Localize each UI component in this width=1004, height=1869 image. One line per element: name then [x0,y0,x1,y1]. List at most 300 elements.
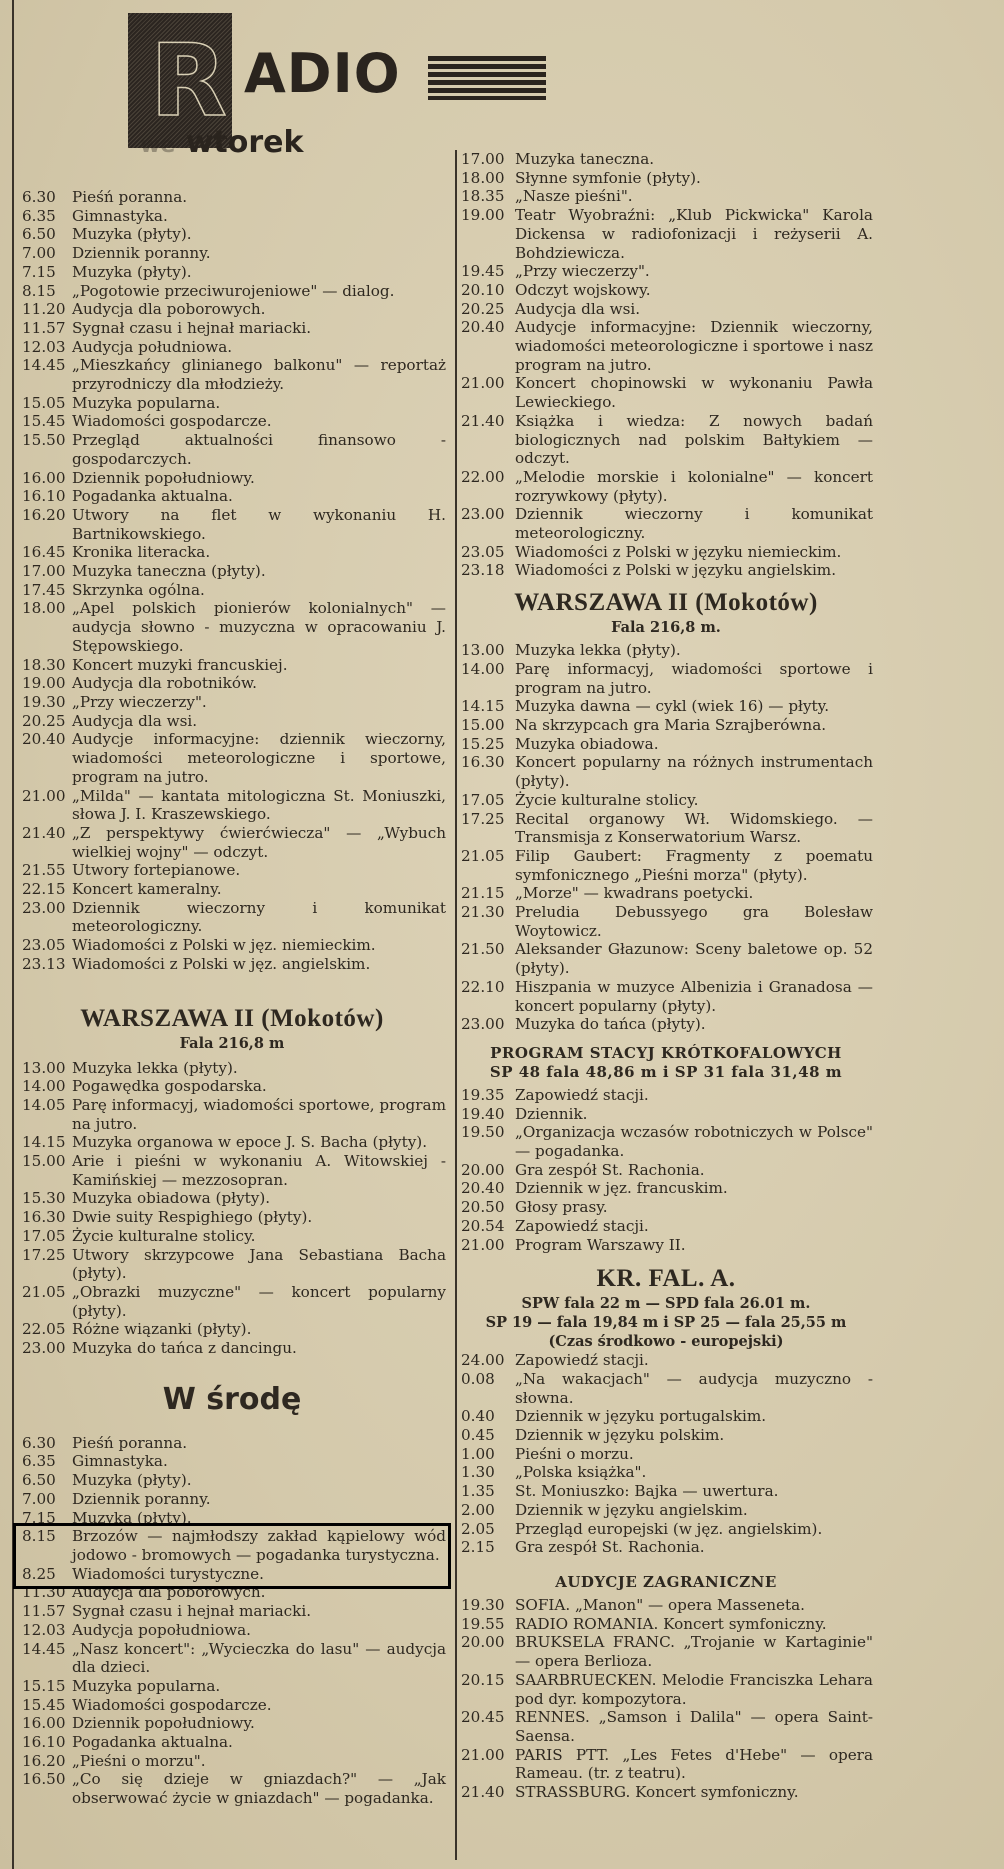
program-entry [459,660,873,697]
program-title: Pieśń poranna. [72,188,188,206]
program-entry [18,581,446,600]
foreign-program [459,1596,873,1802]
program-title: Przegląd europejski (w jęz. angielskim). [515,1519,823,1538]
program-title: Teatr Wyobraźni: „Klub Pickwicka" Karola Dickensa w radiofonizacji i reżyserii A. Bohdziewicza. [515,206,873,262]
masthead-title: ADIO [244,42,401,105]
program-time: 23.00 [461,505,505,524]
program-title: Gimnastyka. [72,1452,168,1471]
program-time: 14.45 [22,1639,66,1658]
program-time: 8.15 [22,1527,56,1546]
program-time: 11.57 [22,318,66,337]
program-time: 22.15 [22,880,66,899]
program-entry [459,791,873,810]
program-title: „Na wakacjach" — audycja muzyczno - słowna. [515,1369,873,1407]
program-time: 21.55 [22,861,66,880]
program-time: 19.00 [461,206,505,225]
program-time: 21.15 [461,884,505,903]
program-entry [18,244,446,263]
program-entry [18,543,446,562]
program-title: Dziennik w jęz. francuskim. [515,1179,728,1198]
program-time: 17.25 [22,1245,66,1264]
program-entry [459,1482,873,1501]
program-title: „Milda" — kantata mitologiczna St. Moniuszki, słowa J. I. Kraszewskiego. [72,786,446,824]
program-time: 20.40 [461,1179,505,1198]
program-time: 6.50 [22,225,56,244]
program-time: 20.25 [461,299,505,318]
program-time: 15.00 [461,715,505,734]
program-entry [459,847,873,884]
program-title: Wiadomości gospodarcze. [72,412,272,431]
program-time: 23.00 [22,898,66,917]
program-title: Audycja dla wsi. [515,299,641,318]
program-entry [459,753,873,790]
program-time: 2.00 [461,1500,495,1519]
program-time: 8.15 [22,281,56,300]
program-title: Pieśni o morzu. [515,1444,634,1463]
program-title: Odczyt wojskowy. [515,280,651,299]
program-title: Skrzynka ogólna. [72,580,205,599]
program-title: Zapowiedź stacji. [515,1216,649,1235]
program-entry [18,469,446,488]
program-title: Program Warszawy II. [515,1235,686,1254]
program-entry [459,716,873,735]
program-time: 20.50 [461,1198,505,1217]
program-entry [18,1471,446,1490]
program-entry [18,599,446,655]
program-title: Koncert chopinowski w wykonaniu Pawła Lewieckiego. [515,374,873,412]
program-title: Utwory fortepianowe. [72,861,241,880]
program-title: „Nasz koncert": „Wycieczka do lasu" — audycja dla dzieci. [72,1639,446,1677]
program-title: Gra zespół St. Rachonia. [515,1160,705,1179]
program-entry [459,1370,873,1407]
program-time: 11.30 [22,1583,66,1602]
program-title: Muzyka (płyty). [72,1508,192,1527]
day-heading-wednesday: W środę [162,1381,302,1417]
program-title: Muzyka organowa w epoce J. S. Bacha (płyty). [72,1133,428,1152]
program-title: Hiszpania w muzyce Albenizia i Granadosa — koncert popularny (płyty). [515,977,873,1015]
program-time: 23.18 [461,561,505,580]
program-entry [459,1351,873,1370]
program-time: 17.00 [22,562,66,581]
program-title: Parę informacyj, wiadomości sportowe, program na jutro. [72,1095,446,1133]
program-time: 7.15 [22,1508,56,1527]
program-title: Muzyka (płyty). [72,225,192,244]
program-title: „Nasze pieśni". [515,187,633,206]
program-time: 1.35 [461,1482,495,1501]
program-entry [459,884,873,903]
program-entry [18,319,446,338]
program-time: 17.05 [461,790,505,809]
program-title: „Apel polskich pionierów kolonialnych" —audycja słowno - muzyczna w opracowaniu J. Stępowskiego. [72,599,446,655]
program-title: Audycja dla poborowych. [72,300,266,319]
program-time: 20.00 [461,1160,505,1179]
program-entry [459,1783,873,1802]
program-time: 19.45 [461,262,505,281]
program-title: BRUKSELA FRANC. „Trojanie w Kartaginie" — opera Berlioza. [515,1633,873,1671]
program-entry [459,150,873,169]
program-time: 21.05 [22,1282,66,1301]
program-title: Audycja dla poborowych. [72,1583,266,1602]
program-time: 13.00 [461,641,505,660]
program-time: 21.40 [22,823,66,842]
program-time: 17.05 [22,1226,66,1245]
program-entry [18,674,446,693]
program-entry [459,1407,873,1426]
wednesday-program-left [18,1434,446,1808]
program-title: Dziennik wieczorny i komunikat meteorologiczny. [515,505,873,543]
program-title: Muzyka popularna. [72,393,221,412]
program-time: 0.45 [461,1426,495,1445]
program-time: 19.40 [461,1104,505,1123]
program-entry [18,487,446,506]
program-time: 18.00 [22,599,66,618]
program-time: 16.20 [22,505,66,524]
program-title: Dziennik poranny. [72,1489,211,1508]
program-entry [459,641,873,660]
section-subheading: (Czas środkowo - europejski) [548,1333,784,1351]
program-entry [18,282,446,301]
program-entry [18,712,446,731]
program-entry [459,1217,873,1236]
program-time: 6.35 [22,206,56,225]
program-title: Wiadomości turystyczne. [72,1564,264,1583]
program-entry [459,1708,873,1745]
program-title: Audycja popołudniowa. [72,1620,251,1639]
program-time: 23.05 [461,542,505,561]
program-title: Muzyka lekka (płyty). [72,1058,238,1077]
program-entry [18,562,446,581]
program-title: Dziennik w języku angielskim. [515,1500,748,1519]
program-time: 0.08 [461,1369,495,1388]
program-title: „Co się dzieje w gniazdach?" — „Jak obserwować życie w gniazdach" — pogadanka. [72,1770,446,1808]
program-entry [459,1596,873,1615]
program-time: 23.00 [22,1339,66,1358]
program-entry [459,1015,873,1034]
program-entry [459,1520,873,1539]
program-entry [18,263,446,282]
program-entry [459,505,873,542]
program-title: Audycja dla wsi. [72,711,198,730]
program-time: 19.30 [22,692,66,711]
program-title: Kronika literacka. [72,543,211,562]
program-title: Muzyka do tańca z dancingu. [72,1339,297,1358]
program-entry [18,1770,446,1807]
program-time: 19.35 [461,1085,505,1104]
program-entry [459,300,873,319]
program-entry [18,1640,446,1677]
program-time: 20.54 [461,1216,505,1235]
program-time: 17.25 [461,809,505,828]
program-time: 11.20 [22,300,66,319]
program-entry [18,1621,446,1640]
program-entry [18,730,446,786]
program-entry [459,1198,873,1217]
program-time: 14.05 [22,1095,66,1114]
program-time: 19.00 [22,674,66,693]
program-time: 20.10 [461,280,505,299]
program-entry [459,1633,873,1670]
program-entry [459,281,873,300]
program-entry [459,561,873,580]
program-title: Wiadomości gospodarcze. [72,1695,272,1714]
program-entry [459,1501,873,1520]
program-time: 24.00 [461,1351,505,1370]
program-entry [18,1752,446,1771]
program-title: „Obrazki muzyczne" — koncert popularny (płyty). [72,1282,446,1320]
program-time: 15.30 [22,1189,66,1208]
program-time: 16.50 [22,1770,66,1789]
program-title: Muzyka dawna — cykl (wiek 16) — płyty. [515,697,830,716]
program-title: Muzyka (płyty). [72,1471,192,1490]
program-time: 16.30 [22,1208,66,1227]
program-title: Dziennik w języku portugalskim. [515,1407,767,1426]
program-title: Parę informacyj, wiadomości sportowe i program na jutro. [515,659,873,697]
program-entry [18,1452,446,1471]
program-entry [459,978,873,1015]
program-time: 21.00 [461,1745,505,1764]
program-time: 16.00 [22,468,66,487]
program-time: 11.57 [22,1602,66,1621]
program-time: 21.50 [461,940,505,959]
program-title: Pogawędka gospodarska. [72,1077,267,1096]
program-title: SOFIA. „Manon" — opera Masseneta. [515,1596,805,1614]
program-title: Audycja dla robotników. [72,674,257,693]
program-time: 21.05 [461,846,505,865]
wednesday-program-right [459,150,873,580]
program-time: 7.00 [22,244,56,263]
program-time: 20.15 [461,1670,505,1689]
program-time: 23.05 [22,936,66,955]
program-time: 6.35 [22,1452,56,1471]
program-entry [459,1538,873,1557]
program-entry [459,1615,873,1634]
program-entry [459,318,873,374]
program-title: Zapowiedź stacji. [515,1351,649,1370]
shortwave-program [459,1086,873,1254]
program-time: 6.30 [22,1433,56,1452]
program-entry [459,1746,873,1783]
program-time: 14.15 [22,1133,66,1152]
program-entry [18,656,446,675]
program-time: 18.30 [22,655,66,674]
program-entry [18,1227,446,1246]
program-title: „Mieszkańcy glinianego balkonu" — reportaż przyrodniczy dla młodzieży. [72,356,446,394]
program-entry [459,187,873,206]
program-time: 21.00 [461,1235,505,1254]
program-entry [459,1086,873,1105]
program-title: Filip Gaubert: Fragmenty z poematu symfonicznego „Pieśni morza" (płyty). [515,846,873,884]
section-heading: WARSZAWA II (Mokotów) [514,589,818,617]
program-time: 16.45 [22,543,66,562]
program-time: 14.45 [22,356,66,375]
program-time: 20.25 [22,711,66,730]
program-time: 6.30 [22,188,56,206]
program-entry [459,1426,873,1445]
program-time: 0.40 [461,1407,495,1426]
program-title: Dziennik popołudniowy. [72,1714,255,1733]
program-entry [18,1714,446,1733]
program-entry [18,225,446,244]
right-column [459,150,873,1802]
program-entry [18,1283,446,1320]
program-time: 17.45 [22,580,66,599]
masthead-stripes [428,56,546,100]
program-time: 19.55 [461,1614,505,1633]
program-time: 7.15 [22,262,56,281]
program-entry [459,1161,873,1180]
program-title: Muzyka do tańca (płyty). [515,1015,706,1034]
program-title: Na skrzypcach gra Maria Szrajberówna. [515,715,827,734]
program-time: 12.03 [22,337,66,356]
program-time: 20.40 [461,318,505,337]
program-entry [459,1445,873,1464]
highlight-box [13,1523,451,1589]
program-entry [459,1123,873,1160]
program-entry [18,338,446,357]
program-entry [18,207,446,226]
program-time: 6.50 [22,1471,56,1490]
program-entry [18,1733,446,1752]
program-time: 21.40 [461,411,505,430]
program-title: Muzyka obiadowa (płyty). [72,1189,271,1208]
program-entry [18,188,446,207]
program-time: 19.30 [461,1596,505,1614]
program-title: SAARBRUECKEN. Melodie Franciszka Lehara pod dyr. kompozytora. [515,1670,873,1708]
program-title: Dziennik. [515,1104,588,1123]
program-entry [459,903,873,940]
program-entry [459,735,873,754]
program-title: Pieśń poranna. [72,1433,188,1452]
program-time: 16.30 [461,753,505,772]
program-title: Słynne symfonie (płyty). [515,168,701,187]
program-entry [459,374,873,411]
program-entry [459,810,873,847]
program-title: Recital organowy Wł. Widomskiego. — Transmisja z Konserwatorium Warsz. [515,809,873,847]
program-title: Gra zespół St. Rachonia. [515,1538,705,1557]
program-entry [18,1133,446,1152]
program-title: Koncert kameralny. [72,880,222,899]
program-title: Pogadanka aktualna. [72,487,233,506]
program-entry [459,543,873,562]
program-time: 15.50 [22,431,66,450]
program-time: 21.00 [461,374,505,393]
program-title: STRASSBURG. Koncert symfoniczny. [515,1783,799,1802]
program-entry [18,1490,446,1509]
program-title: RADIO ROMANIA. Koncert symfoniczny. [515,1614,827,1633]
program-time: 21.40 [461,1783,505,1802]
program-title: „Z perspektywy ćwierćwiecza" — „Wybuch wielkiej wojny" — odczyt. [72,823,446,861]
program-title: Dziennik wieczorny i komunikat meteorologiczny. [72,898,446,936]
program-time: 23.13 [22,954,66,973]
program-title: Wiadomości z Polski w jęz. angielskim. [72,954,371,973]
program-title: „Pieśni o morzu". [72,1751,206,1770]
program-time: 15.00 [22,1152,66,1171]
program-entry [18,356,446,393]
program-time: 19.50 [461,1123,505,1142]
program-entry [18,1208,446,1227]
program-time: 16.00 [22,1714,66,1733]
program-time: 14.15 [461,697,505,716]
program-time: 13.00 [22,1058,66,1077]
program-title: Przegląd aktualności finansowo - gospodarczych. [72,431,446,468]
program-title: Dwie suity Respighiego (płyty). [72,1208,313,1227]
program-title: Audycje informacyjne: Dziennik wieczorny, wiadomości meteorologiczne i sportowe i nasz program na jutro. [515,318,874,374]
program-entry [459,1179,873,1198]
program-entry [459,697,873,716]
program-title: Książka i wiedza: Z nowych badań biologicznych nad polskim Bałtykiem — odczyt. [515,411,873,468]
program-title: Audycje informacyjne: dziennik wieczorny, wiadomości meteorologiczne i sportowe, program na jutro. [72,730,446,786]
program-title: „Przy wieczerzy". [515,262,650,281]
program-entry [459,262,873,281]
program-entry [18,1096,446,1133]
tuesday-warszawa2-program [18,1059,446,1358]
section-heading: PROGRAM STACYJ KRÓTKOFALOWYCH [490,1043,842,1062]
program-title: Głosy prasy. [515,1198,608,1217]
program-title: Życie kulturalne stolicy. [515,790,699,809]
program-title: Preludia Debussyego gra Bolesław Woytowicz. [515,903,873,940]
program-time: 7.00 [22,1489,56,1508]
program-time: 2.05 [461,1519,495,1538]
program-entry [18,412,446,431]
program-title: „Organizacja wczasów robotniczych w Polsce" — pogadanka. [515,1123,873,1161]
program-title: Brzozów — najmłodszy zakład kąpielowy wód jodowo - bromowych — pogadanka turystyczna. [72,1527,446,1564]
program-title: „Melodie morskie i kolonialne" — koncert rozrywkowy (płyty). [515,467,873,505]
program-title: Sygnał czasu i hejnał mariacki. [72,318,312,337]
program-time: 1.30 [461,1463,495,1482]
program-title: Koncert popularny na różnych instrumentach (płyty). [515,753,873,791]
program-title: Pogadanka aktualna. [72,1733,233,1752]
program-entry [18,693,446,712]
program-entry [18,1434,446,1453]
program-time: 12.03 [22,1620,66,1639]
program-time: 15.05 [22,393,66,412]
program-entry [459,412,873,468]
tuesday-program [18,188,446,974]
program-entry [459,1463,873,1482]
program-title: Zapowiedź stacji. [515,1085,649,1104]
program-title: Arie i pieśni w wykonaniu A. Witowskiej - Kamińskiej — mezzosopran. [72,1152,446,1189]
program-time: 1.00 [461,1444,495,1463]
kr-fal-a-program [459,1351,873,1557]
program-entry [18,1696,446,1715]
program-title: „Morze" — kwadrans poetycki. [515,884,754,903]
program-entry [18,955,446,974]
program-title: „Polska książka". [515,1463,647,1482]
wednesday-warszawa2-program [459,641,873,1034]
section-heading: AUDYCJE ZAGRANICZNE [555,1573,777,1591]
program-entry [18,1152,446,1189]
program-title: Wiadomości z Polski w języku angielskim. [515,561,837,580]
program-title: Gimnastyka. [72,206,168,225]
program-entry [18,1602,446,1621]
program-title: Sygnał czasu i hejnał mariacki. [72,1602,312,1621]
radio-logo: R [128,13,232,148]
program-time: 22.00 [461,467,505,486]
section-subheading: SP 19 — fala 19,84 m i SP 25 — fala 25,55 m [485,1314,847,1332]
section-heading: KR. FAL. A. [596,1265,736,1293]
program-entry [18,861,446,880]
program-entry [459,1105,873,1124]
program-entry [18,1059,446,1078]
program-entry [459,206,873,262]
program-entry [18,506,446,543]
program-time: 20.40 [22,730,66,749]
program-title: Koncert muzyki francuskiej. [72,655,288,674]
program-entry [18,300,446,319]
program-entry [459,169,873,188]
program-title: Różne wiązanki (płyty). [72,1320,252,1339]
program-title: Muzyka taneczna (płyty). [72,562,266,581]
